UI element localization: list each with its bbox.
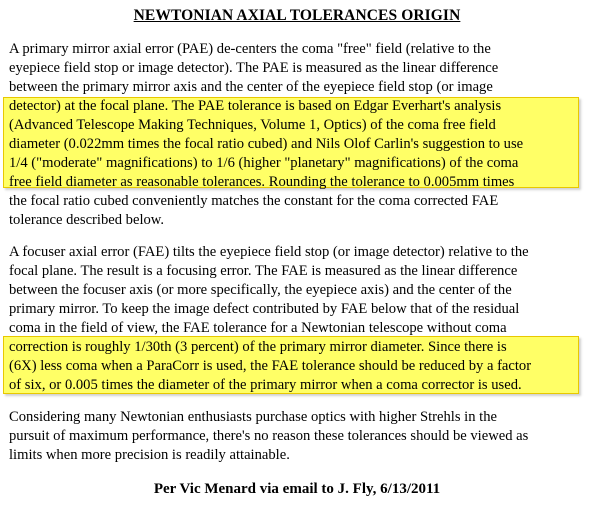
paragraph-line: focal plane. The result is a focusing error. The FAE is measured as the linear difference [9, 263, 518, 279]
paragraph-line: pursuit of maximum performance, there's no reason these tolerances should be viewed as [9, 428, 529, 444]
paragraph-line: coma in the field of view, the FAE tolerance for a Newtonian telescope without coma [9, 320, 507, 336]
paragraph-line: diameter (0.022mm times the focal ratio cubed) and Nils Olof Carlin's suggestion to use [9, 136, 524, 152]
signature-line: Per Vic Menard via email to J. Fly, 6/13/2011 [153, 481, 441, 497]
paragraph-line: between the focuser axis (or more specifically, the eyepiece axis) and the center of the [9, 282, 512, 298]
paragraph-line: the focal ratio cubed conveniently matches the constant for the coma corrected FAE [9, 193, 499, 209]
paragraph-line: (6X) less coma when a ParaCorr is used, the FAE tolerance should be reduced by a factor [9, 358, 532, 374]
paragraph-line: 1/4 ("moderate" magnifications) to 1/6 (higher "planetary" magnifications) of the coma [9, 155, 519, 171]
document-title: NEWTONIAN AXIAL TOLERANCES ORIGIN [133, 7, 461, 24]
paragraph-line: limits when more precision is readily attainable. [9, 447, 290, 463]
paragraph-line: of six, or 0.005 times the diameter of the primary mirror when a coma corrector is used. [9, 377, 522, 393]
paragraph-line: A focuser axial error (FAE) tilts the eyepiece field stop (or image detector) relative to the [9, 244, 529, 260]
paragraph-line: (Advanced Telescope Making Techniques, Volume 1, Optics) of the coma free field [9, 117, 496, 133]
paragraph-line: A primary mirror axial error (PAE) de-centers the coma "free" field (relative to the [9, 41, 491, 57]
paragraph-line: tolerance described below. [9, 212, 165, 228]
paragraph-line: free field diameter as reasonable tolerances. Rounding the tolerance to 0.005mm times [9, 174, 515, 190]
paragraph-line: eyepiece field stop or image detector). The PAE is measured as the linear difference [9, 60, 499, 76]
paragraph-line: primary mirror. To keep the image defect contributed by FAE below that of the residual [9, 301, 520, 317]
paragraph-line: correction is roughly 1/30th (3 percent) of the primary mirror diameter. Since there is [9, 339, 507, 355]
paragraph-line: detector) at the focal plane. The PAE tolerance is based on Edgar Everhart's analysis [9, 98, 502, 114]
paragraph-line: between the primary mirror axis and the center of the eyepiece field stop (or image [9, 79, 493, 95]
paragraph-line: Considering many Newtonian enthusiasts purchase optics with higher Strehls in the [9, 409, 497, 425]
